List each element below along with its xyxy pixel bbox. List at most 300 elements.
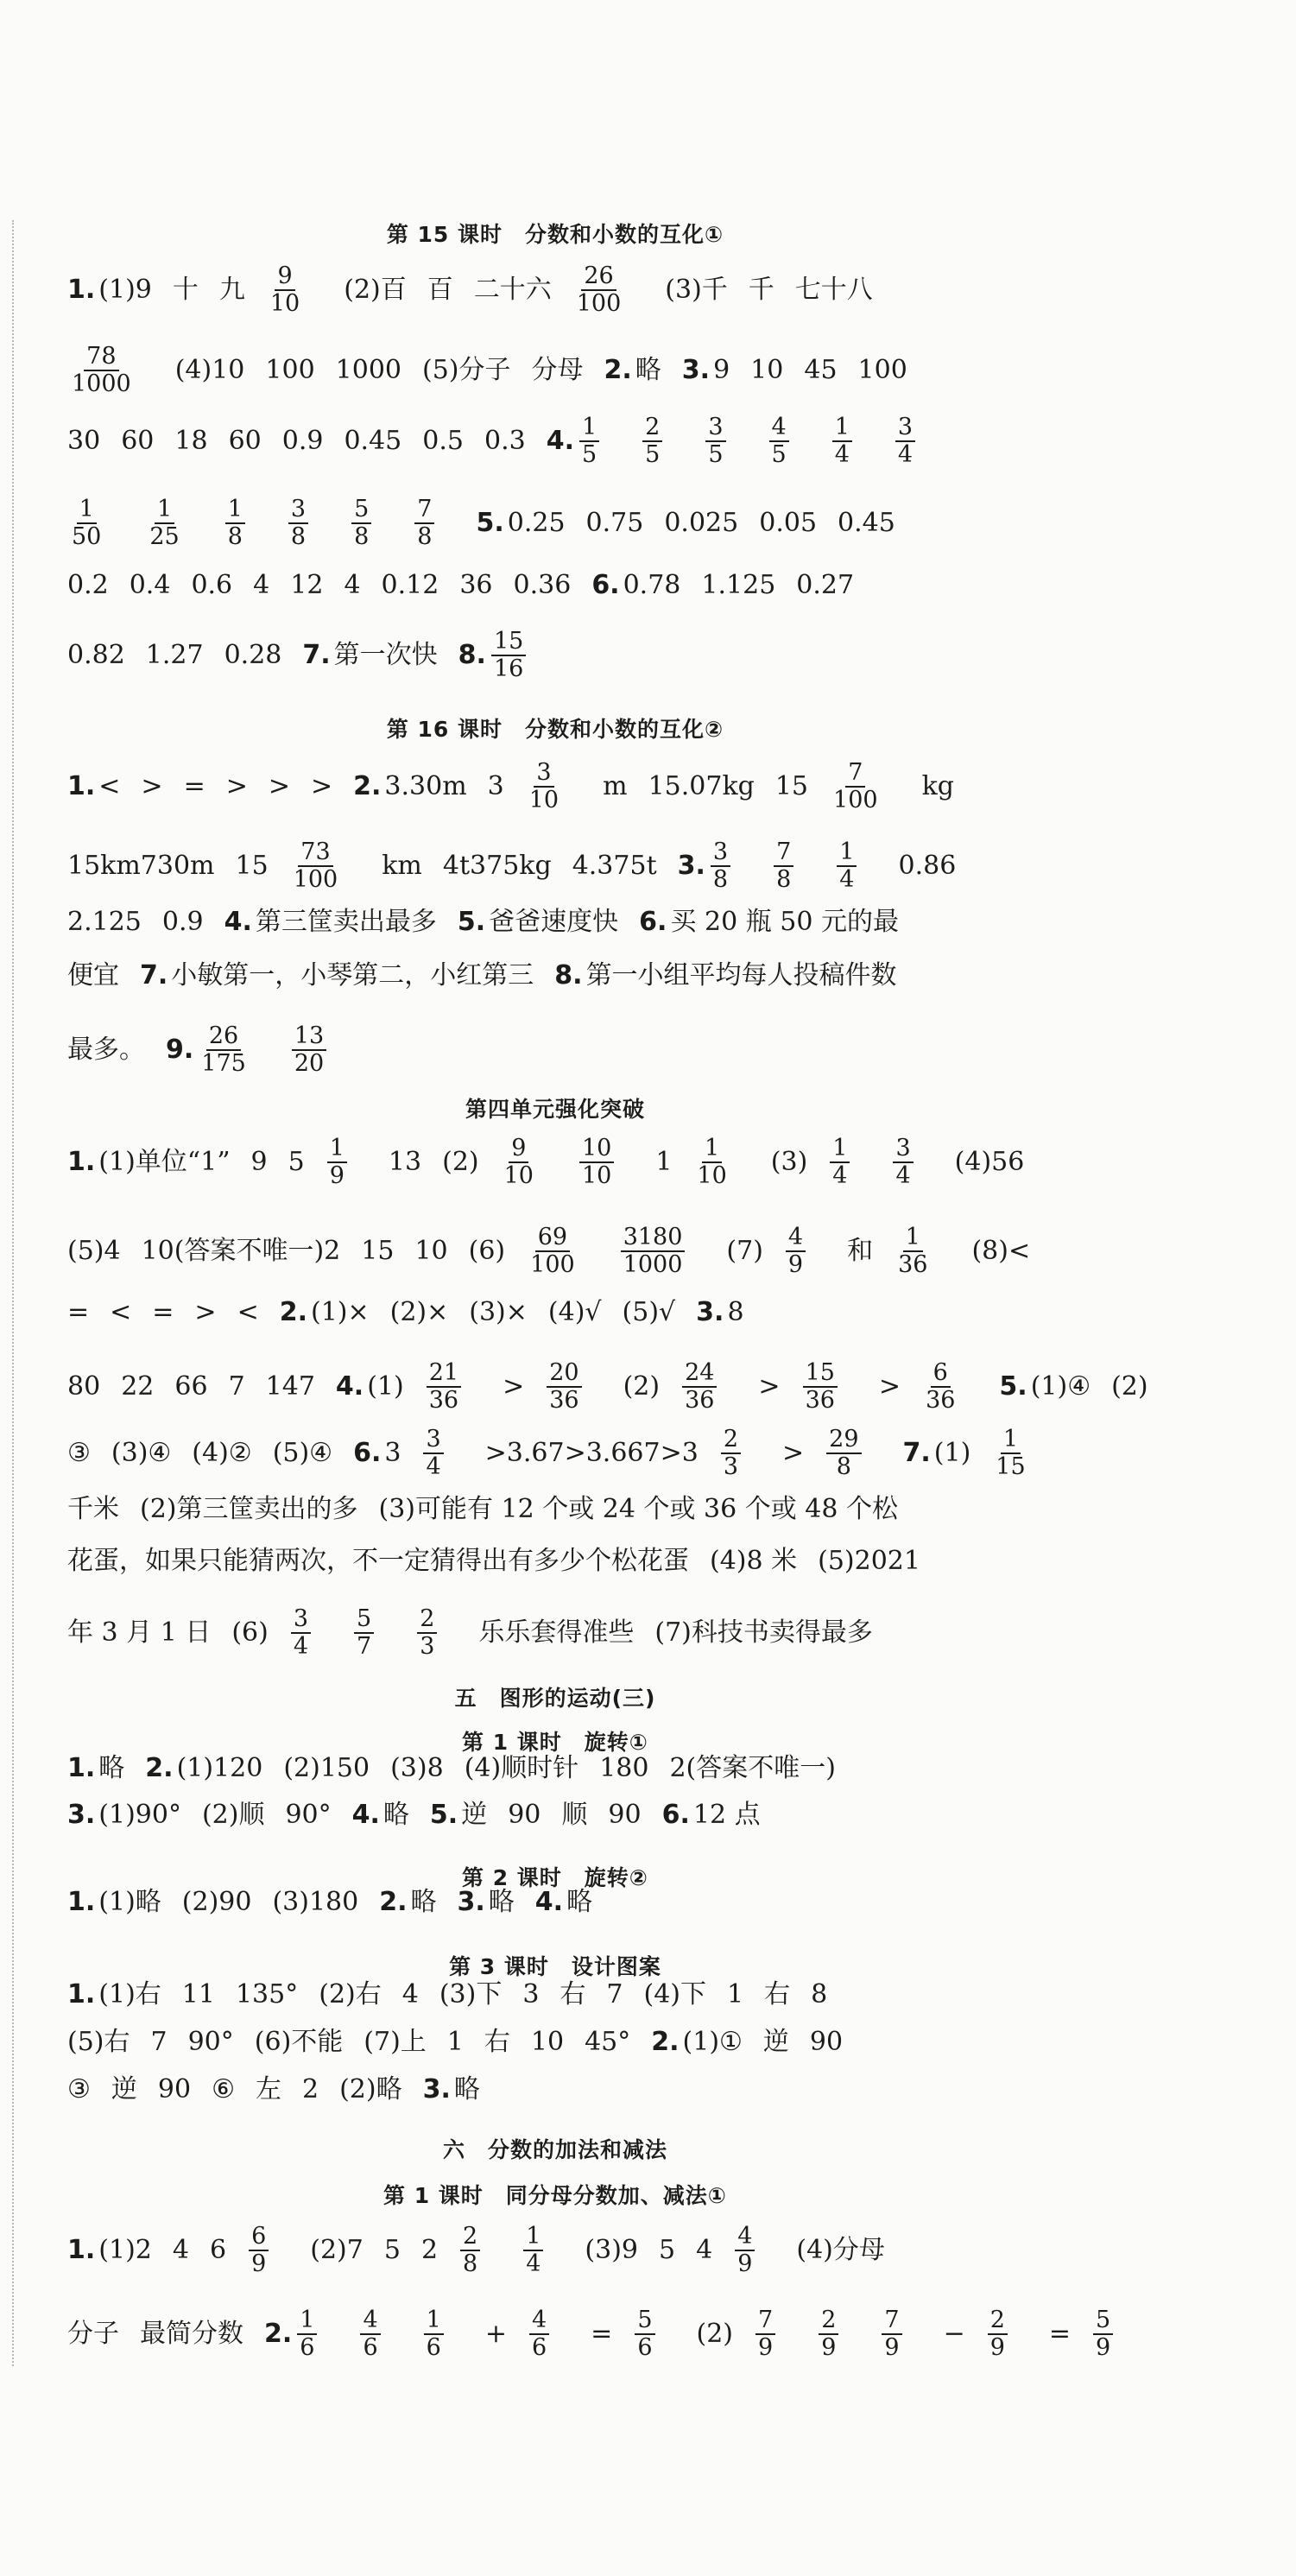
fraction (755, 2307, 796, 2361)
fraction-denominator: 175 (201, 1050, 246, 1077)
answer-text: 略 (382, 1800, 409, 1830)
fraction-denominator: 8 (290, 523, 307, 550)
fraction-denominator: 3 (420, 1633, 435, 1660)
fraction (1093, 2307, 1134, 2361)
answer-text: 略 (488, 1887, 515, 1917)
answer-text: (5)√ (622, 1297, 676, 1327)
question-number: 4. (224, 907, 252, 937)
answer-line (67, 497, 1043, 550)
answer-text: 小敏第一，小琴第二，小红第三 (171, 960, 534, 991)
fraction-denominator: 4 (834, 441, 850, 468)
answer-text: 0.86 (898, 851, 957, 881)
fraction-numerator: 3 (291, 1606, 311, 1634)
fraction-denominator: 10 (697, 1162, 727, 1189)
question-number: 1. (67, 771, 96, 801)
fraction (774, 839, 814, 893)
fraction-denominator: 25 (149, 523, 180, 550)
answer-text: 5 (659, 2235, 676, 2265)
answer-text: 乐乐套得准些 (478, 1617, 635, 1648)
answer-text: 9 (713, 355, 730, 385)
fraction-numerator: 6 (931, 1360, 951, 1388)
fraction (291, 839, 362, 893)
answer-text: (6) (231, 1617, 269, 1648)
fraction-numerator: 1 (830, 1136, 850, 1163)
question-number: 7. (140, 960, 168, 991)
fraction-denominator: 6 (363, 2334, 378, 2361)
fraction (682, 1360, 737, 1414)
answer-text: 2 (302, 2074, 319, 2104)
answer-text: 0.45 (344, 426, 402, 456)
question-number: 9. (166, 1035, 194, 1065)
answer-text: 1.125 (701, 570, 776, 600)
answer-text: 11 (181, 1979, 215, 2010)
answer-text: m (603, 771, 628, 801)
question-number: 2. (353, 771, 382, 801)
fraction-numerator: 6 (249, 2224, 269, 2251)
answer-text: 0.5 (422, 426, 464, 456)
answer-text: 最简分数 (140, 2319, 243, 2349)
answer-text: 第一次快 (333, 640, 438, 670)
question-number: 5. (429, 1800, 458, 1830)
answer-line (67, 2307, 1111, 2361)
fraction (988, 2307, 1028, 2361)
fraction-numerator: 7 (845, 760, 865, 788)
fraction-numerator: 5 (1093, 2307, 1113, 2335)
fraction-numerator: 20 (547, 1360, 581, 1388)
fraction-numerator: 3 (711, 839, 730, 867)
fraction (528, 1225, 598, 1278)
answer-text: 4t375kg (442, 851, 552, 881)
answer-text: 爸爸速度快 (489, 907, 619, 937)
answer-text: 135° (235, 1979, 299, 2010)
answer-text: 0.3 (484, 426, 526, 456)
answer-text: > (225, 771, 248, 801)
fraction-denominator: 100 (576, 290, 622, 317)
answer-text: (4)10 (174, 355, 245, 385)
fraction-numerator: 78 (84, 344, 118, 371)
answer-text: > (878, 1371, 901, 1402)
fraction-denominator: 4 (832, 1162, 848, 1189)
fraction-denominator: 36 (549, 1387, 579, 1414)
fraction (288, 497, 329, 550)
answer-text: (3)9 (585, 2235, 638, 2265)
fraction-denominator: 10 (528, 787, 559, 813)
question-number: 3. (67, 1800, 96, 1830)
answer-text: (4)下 (643, 1979, 707, 2010)
answer-line (67, 1427, 1043, 1480)
answer-text: = (1048, 2319, 1072, 2349)
answer-line (67, 1798, 1043, 1832)
answer-text: 15 (235, 851, 269, 881)
answer-text: > (310, 771, 333, 801)
answer-text: (3)180 (272, 1887, 359, 1917)
fraction-numerator: 13 (292, 1023, 326, 1051)
question-number: 4. (335, 1371, 364, 1402)
question-number: 2. (145, 1753, 174, 1783)
answer-text: 22 (121, 1371, 155, 1402)
fraction (574, 263, 645, 317)
fraction (327, 1136, 368, 1189)
answer-text: 15 (361, 1236, 395, 1266)
fraction-denominator: 1000 (623, 1251, 683, 1278)
section-heading: 第四单元强化突破 (465, 1097, 645, 1122)
answer-text: 4 (172, 2235, 189, 2265)
fraction (529, 2307, 570, 2361)
answer-text: 10 (414, 1236, 448, 1266)
answer-text: 80 (67, 1371, 101, 1402)
answer-text: (2)7 (310, 2235, 364, 2265)
answer-text: (6)不能 (254, 2027, 344, 2057)
answer-text: 8 (727, 1297, 744, 1327)
section-heading: 第 15 课时 分数和小数的互化① (386, 222, 724, 247)
answer-text: 分母 (531, 355, 584, 385)
answer-text: (1) (933, 1438, 971, 1468)
answer-text: 略 (98, 1753, 125, 1783)
answer-text: (1)2 (98, 2235, 152, 2265)
answer-line (67, 1225, 1043, 1278)
fraction-denominator: 7 (357, 1633, 372, 1660)
answer-text: (2)顺 (201, 1800, 265, 1830)
answer-text: 0.75 (585, 508, 644, 538)
answer-text: (1)右 (98, 1979, 161, 2010)
fraction (351, 497, 392, 550)
fraction-denominator: 1000 (72, 370, 131, 397)
answer-text: 3 (487, 771, 504, 801)
answer-line (67, 1359, 1148, 1414)
fraction-denominator: 100 (833, 787, 878, 813)
answer-text: ⑥ (212, 2074, 235, 2104)
answer-text: 10 (750, 355, 784, 385)
fraction-denominator: 15 (996, 1453, 1026, 1480)
answer-line (67, 2224, 1043, 2277)
answer-text: 66 (174, 1371, 208, 1402)
answer-line (67, 1295, 1043, 1330)
answer-text: 60 (228, 426, 262, 456)
answer-text: 2 (420, 2235, 439, 2265)
fraction (268, 263, 323, 317)
answer-text: 逆 (111, 2074, 137, 2104)
answer-text: 45 (804, 355, 838, 385)
answer-text: (5)2021 (818, 1546, 920, 1576)
section-heading: 第 3 课时 设计图案 (449, 1954, 661, 1979)
fraction (803, 1360, 858, 1414)
fraction (819, 2307, 859, 2361)
answer-text: (7) (726, 1236, 763, 1266)
answer-text: (7)科技书卖得最多 (654, 1617, 873, 1648)
answer-text: (5)④ (272, 1438, 333, 1468)
question-number: 3. (457, 1887, 485, 1917)
answer-text: 60 (121, 426, 155, 456)
answer-text: (2)右 (319, 1979, 382, 2010)
question-number: 5. (476, 508, 504, 538)
answer-line (67, 1751, 1043, 1786)
answer-text: 顺 (561, 1800, 588, 1830)
answer-text: (1)① (682, 2027, 743, 2057)
answer-text: (5)分子 (422, 355, 511, 385)
fraction-numerator: 26 (206, 1023, 241, 1051)
fraction (826, 1427, 882, 1480)
answer-line (67, 1544, 1043, 1579)
fraction-numerator: 24 (682, 1360, 717, 1388)
fraction-numerator: 7 (414, 497, 434, 524)
answer-text: (8)< (971, 1236, 1031, 1266)
fraction (147, 497, 202, 550)
fraction (199, 1023, 269, 1077)
answer-text: (2)× (389, 1297, 449, 1327)
fraction (297, 2307, 338, 2361)
answer-text: kg (921, 771, 954, 801)
fraction-denominator: 36 (926, 1387, 956, 1414)
answer-text: 第一小组平均每人投稿件数 (585, 960, 897, 991)
fraction (993, 1427, 1048, 1480)
fraction-numerator: 1 (1001, 1427, 1021, 1454)
answer-text: (6) (468, 1236, 506, 1266)
answer-text: 九 (218, 275, 245, 305)
fraction-denominator: 8 (463, 2250, 478, 2277)
answer-text: 3 (522, 1979, 540, 2010)
fraction-numerator: 2 (721, 1427, 741, 1454)
answer-text: 右 (764, 1979, 791, 2010)
answer-text: 7 (606, 1979, 623, 2010)
fraction-numerator: 1 (903, 1225, 923, 1252)
fraction-numerator: 5 (351, 497, 371, 524)
answer-text: 略 (566, 1887, 593, 1917)
answer-text: 1 (727, 1979, 744, 2010)
fraction-numerator: 1 (155, 497, 174, 524)
fraction-denominator: 5 (645, 441, 661, 468)
answer-text: 10(答案不唯一)2 (141, 1236, 341, 1266)
fraction (417, 1606, 458, 1660)
answer-text: 45° (585, 2027, 631, 2057)
fraction-numerator: 1 (523, 2224, 543, 2251)
answer-text: 7 (228, 1371, 245, 1402)
answer-text: (2) (442, 1147, 479, 1177)
answer-text: 0.12 (381, 570, 439, 600)
answer-text: 30 (67, 426, 101, 456)
answer-text: 千米 (67, 1494, 119, 1524)
answer-text: > (758, 1371, 781, 1402)
fraction-numerator: 1 (702, 1136, 722, 1163)
answer-text: 90 (157, 2074, 192, 2104)
question-number: 7. (302, 640, 331, 670)
fraction-denominator: 36 (805, 1387, 835, 1414)
answer-text: 最多。 (67, 1035, 145, 1065)
fraction (711, 839, 751, 893)
fraction-denominator: 9 (251, 2250, 267, 2277)
fraction-numerator: 4 (735, 2224, 755, 2251)
answer-text: 3 (384, 1438, 401, 1468)
answer-text: = (591, 2319, 613, 2349)
question-number: 2. (604, 355, 632, 385)
answer-text: > (503, 1371, 525, 1402)
fraction-denominator: 8 (417, 523, 433, 550)
answer-line (67, 629, 1043, 682)
answer-text: 便宜 (67, 960, 119, 991)
answer-line (67, 344, 1043, 397)
fraction-denominator: 9 (1096, 2334, 1111, 2361)
fraction-denominator: 6 (426, 2334, 441, 2361)
answer-text: 1000 (335, 355, 402, 385)
fraction (249, 2224, 289, 2277)
fraction (705, 415, 746, 468)
answer-text: 12 点 (692, 1800, 761, 1830)
fraction (502, 1136, 557, 1189)
fraction (923, 1360, 978, 1414)
fraction-denominator: 4 (426, 1453, 441, 1480)
answer-text: 4 (344, 570, 361, 600)
answer-text: 0.9 (281, 426, 324, 456)
answer-text: > (782, 1438, 805, 1468)
answer-line (67, 2073, 1043, 2107)
answer-text: 5 (288, 1147, 305, 1177)
fraction (831, 760, 901, 813)
answer-text: 10 (530, 2027, 565, 2057)
answer-text: 8 (811, 1979, 828, 2010)
answer-text: 6 (209, 2235, 227, 2265)
fraction (832, 415, 873, 468)
fraction-numerator: 4 (769, 415, 789, 442)
fraction-numerator: 69 (535, 1225, 570, 1252)
fraction-denominator: 50 (72, 523, 102, 550)
fraction-numerator: 1 (837, 839, 857, 867)
fraction-numerator: 1 (832, 415, 852, 442)
fraction-numerator: 2 (819, 2307, 838, 2335)
fraction-numerator: 5 (354, 1606, 374, 1634)
answer-text: 0.36 (513, 570, 572, 600)
answer-text: = (67, 1297, 90, 1327)
fraction-denominator: 100 (293, 866, 338, 893)
answer-text: (4)56 (954, 1147, 1025, 1177)
question-number: 6. (353, 1438, 382, 1468)
answer-text: (1)略 (98, 1887, 161, 1917)
answer-text: (1)120 (176, 1753, 263, 1783)
fraction-denominator: 5 (708, 441, 724, 468)
fraction-numerator: 4 (786, 1225, 806, 1252)
fraction-numerator: 3180 (621, 1225, 686, 1252)
answer-text: 15.07kg (648, 771, 755, 801)
answer-text: 和 (847, 1236, 874, 1266)
fraction-denominator: 10 (503, 1162, 534, 1189)
answer-text: (1)× (310, 1297, 370, 1327)
fraction-denominator: 9 (329, 1162, 345, 1189)
fraction-denominator: 9 (737, 2250, 753, 2277)
answer-text: (2) (696, 2319, 733, 2349)
fraction-numerator: 9 (509, 1136, 528, 1163)
answer-text: 十 (172, 275, 199, 305)
answer-text: (4)√ (547, 1297, 602, 1327)
fraction (579, 1136, 635, 1189)
question-number: 4. (351, 1800, 380, 1830)
answer-text: (2)90 (181, 1887, 252, 1917)
answer-text: 9 (250, 1147, 268, 1177)
answer-text: 花蛋，如果只能猜两次，不一定猜得出有多少个松花蛋 (67, 1546, 689, 1576)
question-number: 2. (379, 1887, 408, 1917)
fraction (837, 839, 877, 893)
answer-text: 13 (388, 1147, 422, 1177)
answer-text: 15km730m (67, 851, 215, 881)
answer-text: 0.025 (664, 508, 739, 538)
question-number: 3. (677, 851, 705, 881)
question-number: 3. (422, 2074, 451, 2104)
answer-text: (3)④ (111, 1438, 172, 1468)
fraction-numerator: 2 (460, 2224, 480, 2251)
answer-text: 0.28 (224, 640, 282, 670)
fraction-denominator: 4 (895, 1162, 911, 1189)
fraction (527, 760, 582, 813)
fraction-numerator: 29 (826, 1427, 861, 1454)
answer-text: 36 (459, 570, 493, 600)
answer-text: 第三筐卖出最多 (255, 907, 437, 937)
answer-line (67, 1885, 1043, 1920)
fraction-denominator: 3 (723, 1453, 739, 1480)
fraction (769, 415, 810, 468)
answer-text: > (268, 771, 290, 801)
answer-text: 90° (285, 1800, 332, 1830)
fraction-denominator: 36 (685, 1387, 715, 1414)
answer-text: > (141, 771, 163, 801)
answer-line (67, 760, 1043, 813)
answer-text: 二十六 (473, 275, 552, 305)
fraction-denominator: 4 (839, 866, 855, 893)
fraction (830, 1136, 870, 1189)
answer-text: 0.82 (67, 640, 125, 670)
answer-line (67, 2025, 1043, 2060)
fraction-numerator: 1 (297, 2307, 317, 2335)
fraction-numerator: 1 (579, 415, 599, 442)
answer-text: 0.25 (507, 508, 566, 538)
fraction (69, 497, 124, 550)
answer-text: >3.67>3.667>3 (484, 1438, 699, 1468)
question-number: 2. (279, 1297, 307, 1327)
fraction-denominator: 5 (581, 441, 597, 468)
answer-line (67, 1492, 1043, 1527)
fraction-numerator: 26 (581, 263, 616, 291)
fraction (579, 415, 620, 468)
answer-text: 略 (635, 355, 661, 385)
fraction (735, 2224, 775, 2277)
question-number: 6. (591, 570, 620, 600)
fraction-denominator: 36 (428, 1387, 459, 1414)
question-number: 4. (546, 426, 574, 456)
answer-text: 0.6 (191, 570, 233, 600)
question-number: 8. (554, 960, 583, 991)
answer-text: 1 (655, 1147, 673, 1177)
answer-text: 0.2 (67, 570, 109, 600)
answer-text: (3) (770, 1147, 808, 1177)
fraction-numerator: 1 (77, 497, 97, 524)
answer-line (67, 839, 1043, 893)
answer-text: < (110, 1297, 132, 1327)
fraction-numerator: 3 (705, 415, 725, 442)
answer-text: 180 (599, 1753, 649, 1783)
answer-text: 左 (256, 2074, 281, 2104)
answer-text: 买 20 瓶 50 元的最 (670, 907, 899, 937)
answer-text: 年 3 月 1 日 (67, 1617, 212, 1648)
answer-text: 右 (559, 1979, 586, 2010)
fraction (423, 1427, 464, 1480)
fraction (360, 2307, 401, 2361)
answer-text: (4)② (192, 1438, 252, 1468)
question-number: 1. (67, 1147, 96, 1177)
fraction (292, 1023, 347, 1077)
fraction-numerator: 10 (579, 1136, 614, 1163)
answer-text: 4 (401, 1979, 419, 2010)
answer-text: 4 (696, 2235, 713, 2265)
answer-text: 18 (174, 426, 208, 456)
answer-text: 0.78 (623, 570, 681, 600)
fraction-denominator: 9 (884, 2334, 900, 2361)
fraction (424, 2307, 465, 2361)
